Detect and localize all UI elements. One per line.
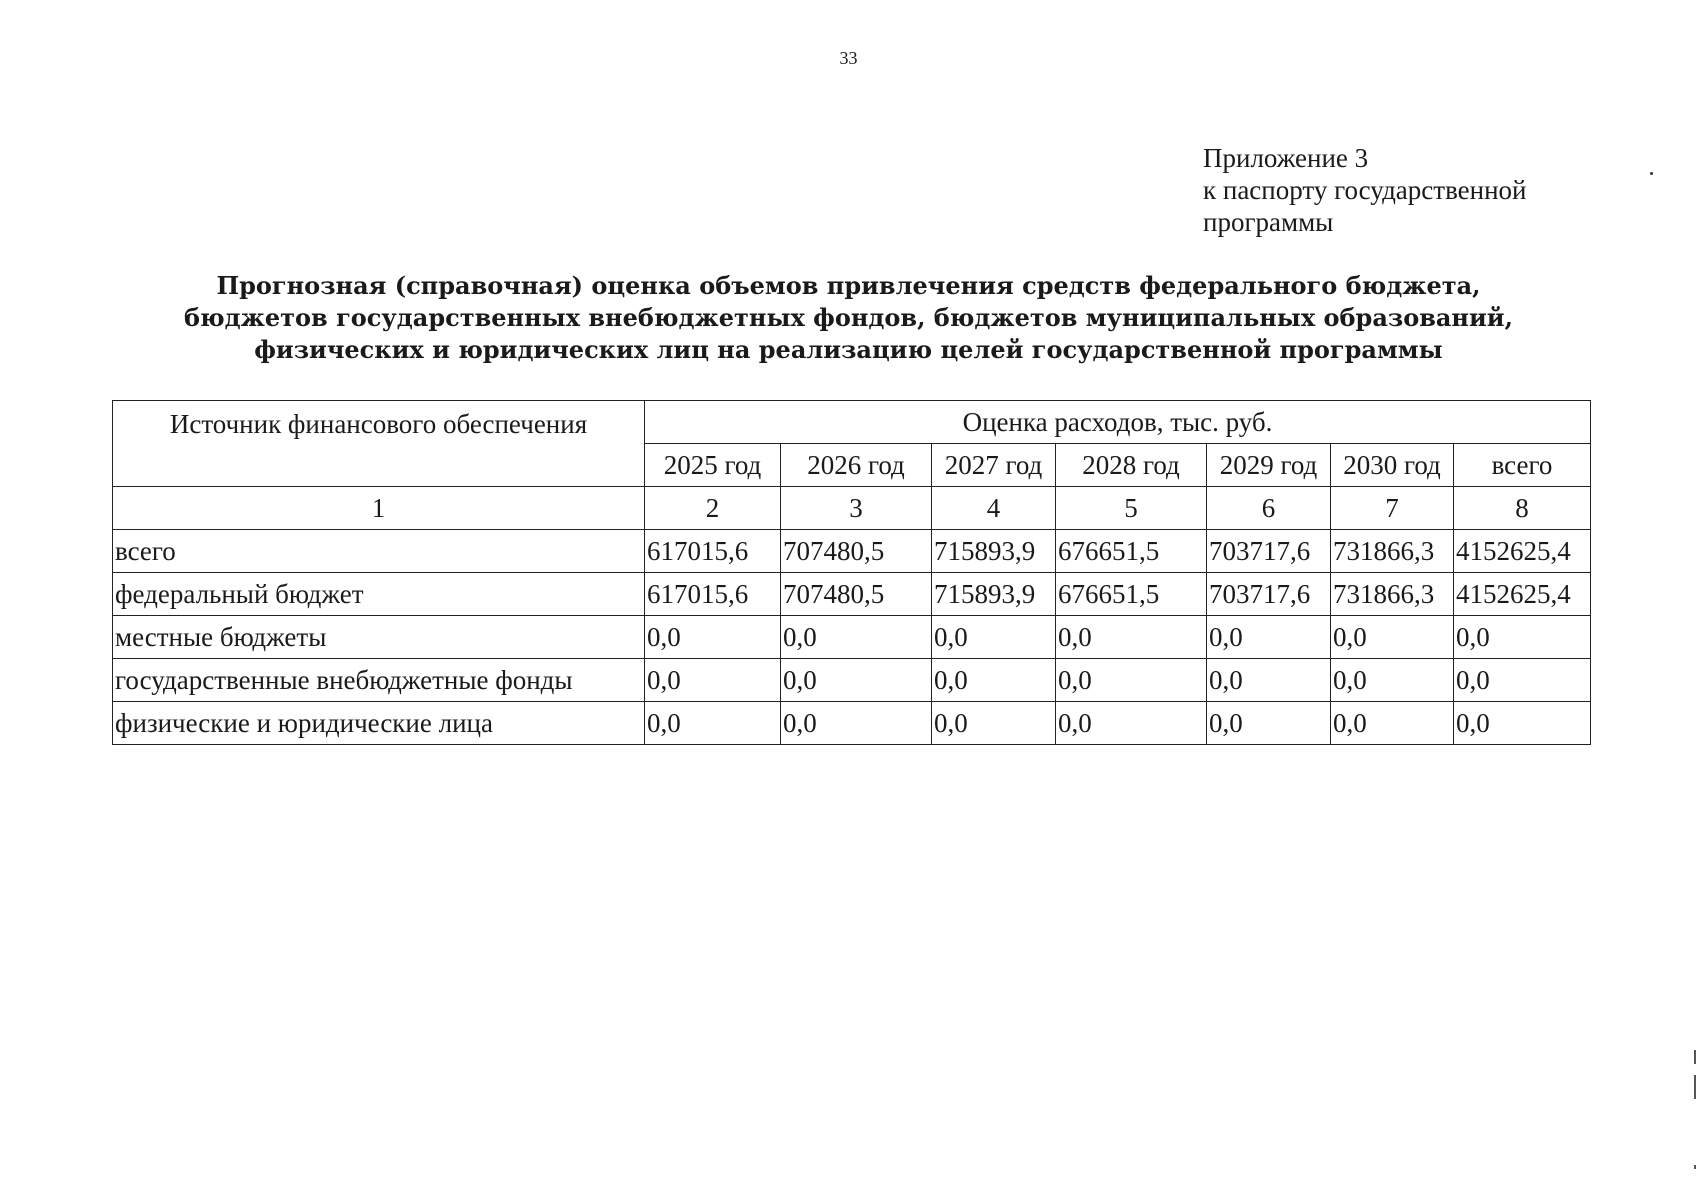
appendix-line: к паспорту государственной xyxy=(1203,175,1527,205)
total-header-cell: всего xyxy=(1454,444,1591,487)
value-cell: 617015,6 xyxy=(645,573,781,616)
value-cell: 731866,3 xyxy=(1331,530,1454,573)
table-row xyxy=(113,659,1591,702)
title-line: физических и юридических лиц на реализацию целей государственной программы xyxy=(254,335,1443,364)
financing-table xyxy=(112,400,1591,745)
value-cell: 0,0 xyxy=(781,659,932,702)
title-line: Прогнозная (справочная) оценка объемов привлечения средств федерального бюджета, xyxy=(216,271,1481,300)
table-row xyxy=(113,573,1591,616)
year-header-cell: 2026 год xyxy=(781,444,932,487)
year-header-cell: 2029 год xyxy=(1207,444,1331,487)
row-source-cell: федеральный бюджет xyxy=(113,573,645,616)
column-number-cell: 2 xyxy=(645,487,781,530)
table-header-row xyxy=(113,401,1591,444)
column-number-cell: 5 xyxy=(1056,487,1207,530)
value-cell: 0,0 xyxy=(1056,659,1207,702)
header-source-cell: Источник финансового обеспечения xyxy=(113,401,645,487)
table-row xyxy=(113,616,1591,659)
row-source-cell: физические и юридические лица xyxy=(113,702,645,745)
value-cell: 0,0 xyxy=(1207,702,1331,745)
value-cell: 0,0 xyxy=(781,702,932,745)
appendix-line: Приложение 3 xyxy=(1203,143,1369,173)
year-header-cell: 2027 год xyxy=(932,444,1056,487)
value-cell: 0,0 xyxy=(1207,659,1331,702)
header-costs-cell: Оценка расходов, тыс. руб. xyxy=(645,401,1591,444)
column-number-cell: 3 xyxy=(781,487,932,530)
value-cell: 676651,5 xyxy=(1056,573,1207,616)
scan-edge-mark xyxy=(1694,1050,1696,1064)
appendix-note xyxy=(1203,142,1527,238)
value-cell: 0,0 xyxy=(1331,702,1454,745)
value-cell: 617015,6 xyxy=(645,530,781,573)
column-number-row xyxy=(113,487,1591,530)
value-cell: 0,0 xyxy=(645,659,781,702)
value-cell: 676651,5 xyxy=(1056,530,1207,573)
scan-edge-mark xyxy=(1694,1165,1696,1169)
value-cell: 707480,5 xyxy=(781,530,932,573)
value-cell: 0,0 xyxy=(645,702,781,745)
scan-edge-mark xyxy=(1694,1075,1696,1099)
year-header-cell: 2030 год xyxy=(1331,444,1454,487)
column-number-cell: 6 xyxy=(1207,487,1331,530)
value-cell: 0,0 xyxy=(1056,616,1207,659)
table-row xyxy=(113,702,1591,745)
table-row xyxy=(113,530,1591,573)
value-cell: 4152625,4 xyxy=(1454,530,1591,573)
row-source-cell: всего xyxy=(113,530,645,573)
column-number-cell: 7 xyxy=(1331,487,1454,530)
document-title xyxy=(0,270,1697,366)
column-number-cell: 8 xyxy=(1454,487,1591,530)
row-source-cell: местные бюджеты xyxy=(113,616,645,659)
value-cell: 0,0 xyxy=(1454,702,1591,745)
value-cell: 703717,6 xyxy=(1207,573,1331,616)
value-cell: 715893,9 xyxy=(932,573,1056,616)
value-cell: 707480,5 xyxy=(781,573,932,616)
value-cell: 0,0 xyxy=(645,616,781,659)
value-cell: 0,0 xyxy=(932,702,1056,745)
value-cell: 715893,9 xyxy=(932,530,1056,573)
value-cell: 0,0 xyxy=(1454,659,1591,702)
year-header-cell: 2025 год xyxy=(645,444,781,487)
title-line: бюджетов государственных внебюджетных фондов, бюджетов муниципальных образований, xyxy=(184,303,1513,332)
row-source-cell: государственные внебюджетные фонды xyxy=(113,659,645,702)
value-cell: 4152625,4 xyxy=(1454,573,1591,616)
page-number: 33 xyxy=(839,48,858,68)
value-cell: 0,0 xyxy=(1331,659,1454,702)
value-cell: 0,0 xyxy=(1056,702,1207,745)
value-cell: 0,0 xyxy=(1331,616,1454,659)
scan-dot xyxy=(1650,172,1653,175)
column-number-cell: 1 xyxy=(113,487,645,530)
value-cell: 0,0 xyxy=(781,616,932,659)
value-cell: 703717,6 xyxy=(1207,530,1331,573)
value-cell: 731866,3 xyxy=(1331,573,1454,616)
appendix-line: программы xyxy=(1203,207,1334,237)
value-cell: 0,0 xyxy=(1454,616,1591,659)
value-cell: 0,0 xyxy=(932,616,1056,659)
value-cell: 0,0 xyxy=(932,659,1056,702)
value-cell: 0,0 xyxy=(1207,616,1331,659)
column-number-cell: 4 xyxy=(932,487,1056,530)
year-header-cell: 2028 год xyxy=(1056,444,1207,487)
